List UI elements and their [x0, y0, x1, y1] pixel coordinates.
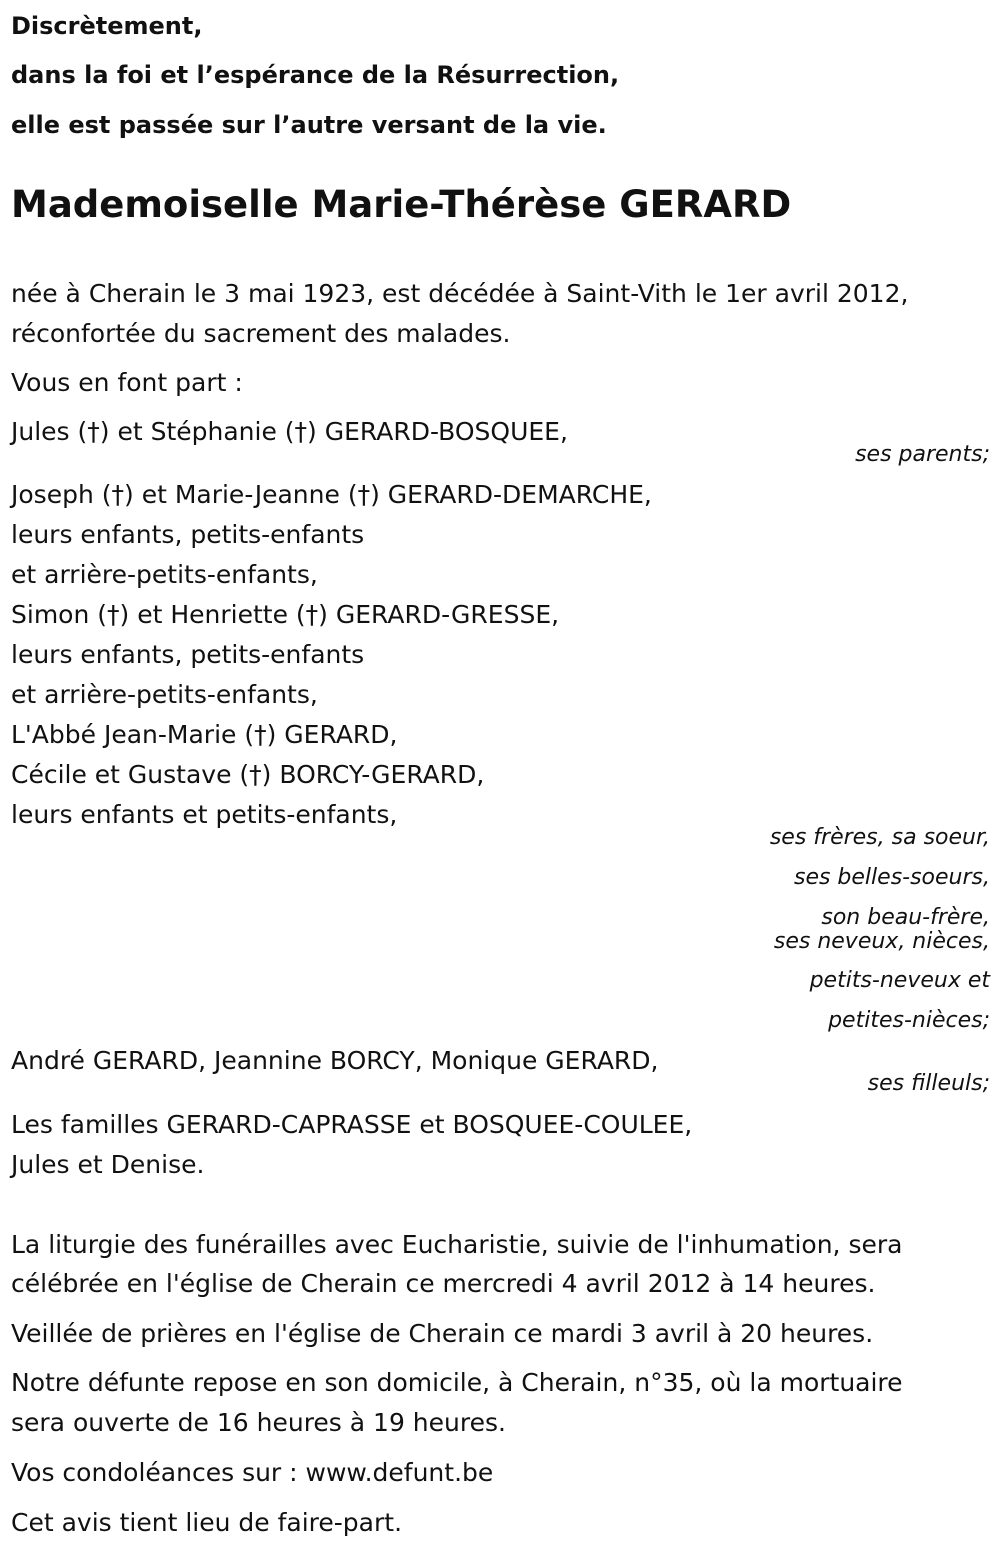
- repose-line-1: Notre défunte repose en son domicile, à Cherain, n°35, où la mortuaire: [11, 1368, 903, 1397]
- repose-line-2: sera ouverte de 16 heures à 19 heures.: [11, 1408, 506, 1437]
- siblings-line-2: leurs enfants, petits-enfants: [11, 520, 365, 549]
- intro-line-3: elle est passée sur l’autre versant de la vie.: [11, 111, 607, 139]
- birth-line-1: née à Cherain le 3 mai 1923, est décédée à Saint-Vith le 1er avril 2012,: [11, 279, 909, 308]
- condolences-text: Vos condoléances sur : www.defunt.be: [11, 1458, 494, 1487]
- families-line-2: Jules et Denise.: [11, 1150, 205, 1179]
- intro-line-2: dans la foi et l’espérance de la Résurrection,: [11, 61, 620, 89]
- godchildren-line: André GERARD, Jeannine BORCY, Monique GERARD,: [11, 1046, 659, 1075]
- parents-relation: ses parents;: [855, 442, 990, 467]
- siblings-line-5: leurs enfants, petits-enfants: [11, 640, 365, 669]
- parents-line: Jules (†) et Stéphanie (†) GERARD-BOSQUEE,: [11, 417, 568, 446]
- intro-line-1: Discrètement,: [11, 12, 203, 40]
- liturgy-line-2: célébrée en l'église de Cherain ce mercredi 4 avril 2012 à 14 heures.: [11, 1269, 876, 1298]
- families-line-1: Les familles GERARD-CAPRASSE et BOSQUEE-COULEE,: [11, 1110, 693, 1139]
- siblings-relation-3: son beau-frère,: [821, 905, 990, 930]
- siblings-line-6: et arrière-petits-enfants,: [11, 680, 318, 709]
- siblings-relation-2: ses belles-soeurs,: [793, 865, 990, 890]
- godchildren-relation: ses filleuls;: [867, 1071, 990, 1096]
- liturgy-line-1: La liturgie des funérailles avec Eucharistie, suivie de l'inhumation, sera: [11, 1230, 903, 1259]
- siblings-relation-5: petits-neveux et: [809, 968, 990, 993]
- siblings-relation-6: petites-nièces;: [828, 1008, 990, 1033]
- birth-line-2: réconfortée du sacrement des malades.: [11, 319, 511, 348]
- siblings-line-7: L'Abbé Jean-Marie (†) GERARD,: [11, 720, 398, 749]
- vigil-text: Veillée de prières en l'église de Cherain ce mardi 3 avril à 20 heures.: [11, 1319, 874, 1348]
- siblings-line-4: Simon (†) et Henriette (†) GERARD-GRESSE,: [11, 600, 560, 629]
- siblings-line-3: et arrière-petits-enfants,: [11, 560, 318, 589]
- siblings-relation-4: ses neveux, nièces,: [773, 929, 990, 954]
- closing-text: Cet avis tient lieu de faire-part.: [11, 1508, 403, 1537]
- siblings-line-1: Joseph (†) et Marie-Jeanne (†) GERARD-DEMARCHE,: [11, 480, 652, 509]
- siblings-line-9: leurs enfants et petits-enfants,: [11, 800, 398, 829]
- siblings-relation-1: ses frères, sa soeur,: [769, 825, 990, 850]
- announce-text: Vous en font part :: [11, 368, 243, 397]
- page-title: Mademoiselle Marie-Thérèse GERARD: [11, 183, 792, 226]
- siblings-line-8: Cécile et Gustave (†) BORCY-GERARD,: [11, 760, 485, 789]
